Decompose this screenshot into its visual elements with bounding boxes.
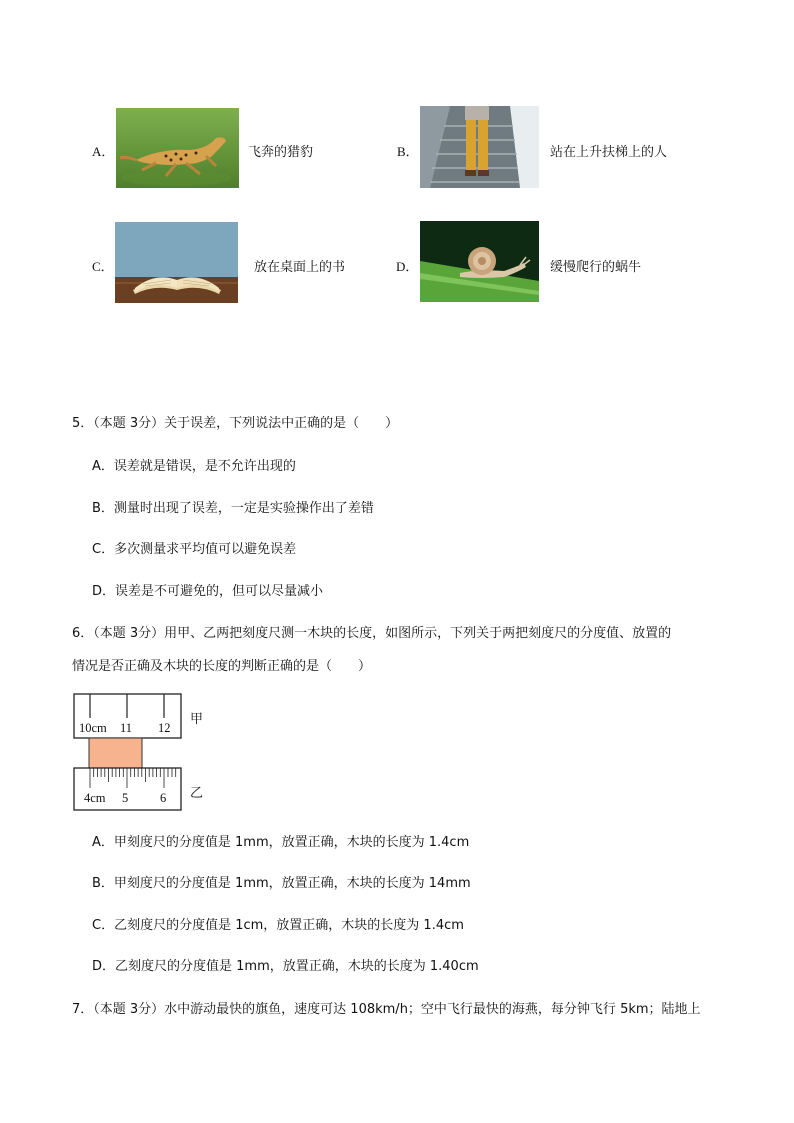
q6-option-c: C．乙刻度尺的分度值是 1cm，放置正确，木块的长度为 1.4cm (92, 918, 464, 933)
ruler-jia-name: 甲 (190, 712, 204, 727)
option-c-letter: C． (92, 259, 114, 274)
option-d-letter: D． (396, 259, 419, 274)
ruler-yi-name: 乙 (190, 786, 204, 801)
q5-option-a: A．误差就是错误，是不允许出现的 (92, 459, 296, 474)
option-d-caption: 缓慢爬行的蜗牛 (550, 260, 642, 275)
q6-option-d: D．乙刻度尺的分度值是 1mm，放置正确，木块的长度为 1.40cm (92, 959, 479, 974)
q5-option-b: B．测量时出现了误差，一定是实验操作出了差错 (92, 501, 374, 516)
option-c-caption: 放在桌面上的书 (254, 260, 346, 275)
option-b-caption: 站在上升扶梯上的人 (550, 145, 668, 160)
q7-stem: 7．（本题 3分）水中游动最快的旗鱼，速度可达 108km/h；空中飞行最快的海燕，每分钟飞行 5km；陆地上 (72, 1002, 701, 1017)
q6-stem-line1: 6．（本题 3分）用甲、乙两把刻度尺测一木块的长度，如图所示，下列关于两把刻度尺的分度值、放置的 (72, 626, 672, 641)
ruler-yi-label-6: 6 (160, 791, 167, 805)
option-a-caption: 飞奔的猎豹 (248, 145, 314, 160)
book-on-table-photo (115, 222, 238, 303)
ruler-figure (72, 692, 212, 814)
option-b-letter: B． (397, 144, 419, 159)
person-on-escalator-photo (420, 106, 539, 188)
cheetah-running-photo (116, 108, 239, 188)
q5-stem: 5．（本题 3分）关于误差，下列说法中正确的是（ ） (72, 416, 399, 431)
q5-option-c: C．多次测量求平均值可以避免误差 (92, 542, 297, 557)
ruler-jia-label-12: 12 (158, 721, 171, 735)
ruler-jia-label-11: 11 (120, 721, 133, 735)
ruler-jia-label-10cm: 10cm (79, 721, 107, 735)
q5-option-d: D．误差是不可避免的，但可以尽量减小 (92, 584, 324, 599)
q6-stem-line2: 情况是否正确及木块的长度的判断正确的是（ ） (72, 659, 372, 674)
option-a-letter: A． (92, 144, 115, 159)
q6-option-b: B．甲刻度尺的分度值是 1mm，放置正确，木块的长度为 14mm (92, 876, 471, 891)
ruler-yi-label-5: 5 (122, 791, 129, 805)
q6-option-a: A．甲刻度尺的分度值是 1mm，放置正确，木块的长度为 1.4cm (92, 835, 470, 850)
snail-on-leaf-photo (420, 221, 539, 302)
ruler-yi-label-4cm: 4cm (84, 791, 106, 805)
